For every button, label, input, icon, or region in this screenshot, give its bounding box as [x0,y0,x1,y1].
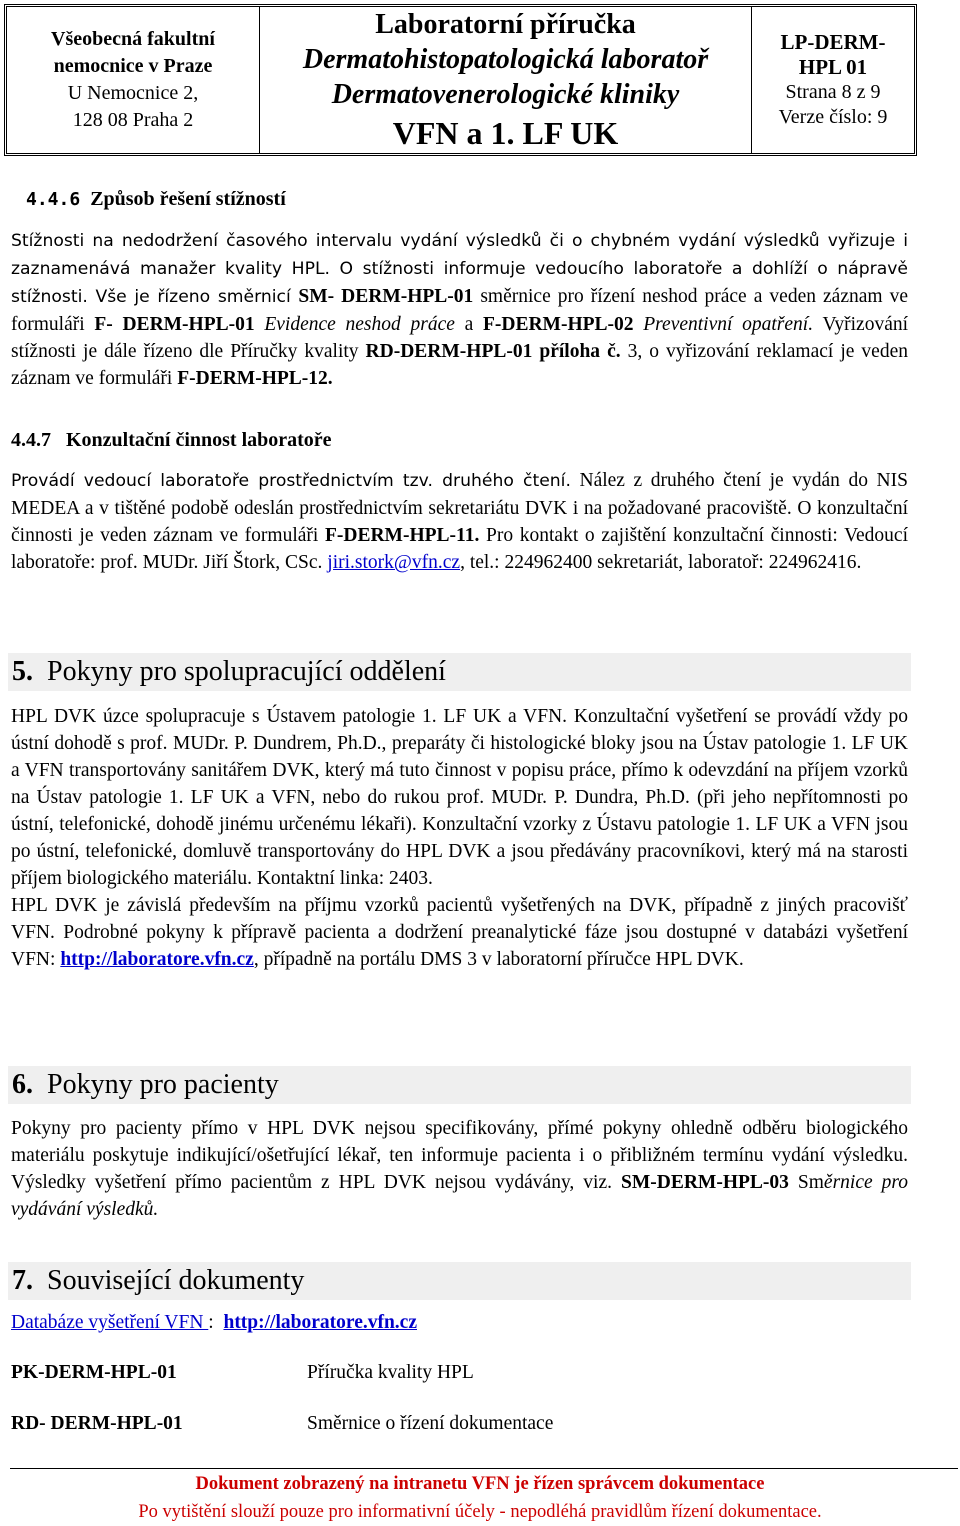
section-447-text-a: Provádí vedoucí laboratoře prostřednictvím tzv. druhého čtení. [11,471,571,491]
section-446-number: 4.4.6 [26,189,81,210]
section-447-number: 4.4.7 [11,429,51,451]
footer-notice-controlled: Dokument zobrazený na intranetu VFN je řízen správcem dokumentace [195,1474,765,1494]
section-447-text [11,467,908,576]
database-colon: : [208,1312,214,1333]
directive-name: ěrnice pro vydávání výsledků. [11,1172,909,1220]
header-title-line4: VFN a 1. LF UK [392,115,619,151]
doc-code-f-derm-hpl-02: F-DERM-HPL-02 [482,314,634,335]
section-446-text-a: Stížnosti na nedodržení časového intervalu vydání výsledků či o chybném vydání výsledků vyřizuje i zaznamenává manažer kvality HPL. O stížnosti informuje vedoucího laboratoře a dohlíží o nápravě stížnosti. [11,231,908,307]
section-6-heading [8,1066,911,1104]
section-5-heading [8,653,911,691]
section-5-text [11,703,908,973]
section-5-paragraph-1: HPL DVK úzce spolupracuje s Ústavem patologie 1. LF UK a VFN. Konzultační vyšetření se provádí vždy po ústní dohodě s prof. MUDr. P. Dundrem, Ph.D., preparáty či histologické bloky jsou na Ústav patologie 1. LF UK a VFN transportovány sanitářem DVK, který má tuto činnost v popisu práce, přímo k odevzdání na příjem vzorků na Ústav patologie 1. LF UK a VFN, nebo do rukou prof. MUDr. P. Dundra, Ph.D. (při jeho nepřítomnosti po ústní, telefonické, dohodě jinému určenému lékaři). Konzultační vzorky z Ústavu patologie 1. LF UK a VFN jsou po ústní, telefonické, domluvě transportovány do HPL DVK a jsou předávány pracovníkovi, který má na starosti příjem biologického materiálu. Kontaktní linka: 2403. [11,706,908,889]
header-page-number: Strana 8 z 9 [785,81,881,103]
header-title-line2: Dermatohistopatologická laboratoř [302,44,709,75]
header-title [259,7,751,153]
doc-code-sm-derm-hpl-01: SM- DERM-HPL-01 [298,286,474,307]
section-447-text-d: , tel.: 224962400 sekretariát, laboratoř: 224962416. [460,552,862,573]
related-doc-name: Směrnice o řízení dokumentace [307,1413,554,1434]
section-447-heading [11,429,332,452]
section-446-text [11,227,908,392]
header-doc-code1: LP-DERM- [780,30,886,54]
section-446-title: Způsob řešení stížností [90,188,286,210]
header-address-street: U Nemocnice 2, [67,82,199,104]
related-doc-row [11,1362,474,1384]
doc-code-sm-derm-hpl-03: SM-DERM-HPL-03 [621,1172,789,1193]
related-doc-row [11,1413,553,1435]
section-5-text-2b: , případně na portálu DMS 3 v laboratorní příručce HPL DVK. [253,949,744,970]
section-446-text-d: a [454,314,483,335]
section-6-number: 6. [12,1069,33,1100]
doc-code-f-derm-hpl-01: F- DERM-HPL-01 [94,314,255,335]
header-address-city: 128 08 Praha 2 [72,109,194,131]
section-446-text-c: směrnice pro řízení neshod práce a veden záznam ve formuláři [11,286,908,335]
footer-notice-print: Po vytištění slouží pouze pro informativní účely - nepodléhá pravidlům řízení dokumentace. [138,1502,822,1522]
section-7-number: 7. [12,1265,33,1296]
section-6-title: Pokyny pro pacienty [47,1069,279,1100]
section-6-text-a: Pokyny pro pacienty přímo v HPL DVK nejsou specifikovány, přímé pokyny ohledně odběru biologického materiálu poskytuje indikující/ošetřující lékař, ten informuje pacienta i o přibližném termínu vydání výsledku. Výsledky vyšetření přímo pacientům z HPL DVK nejsou vydávány, viz. [11,1118,908,1193]
section-446-text-f: 3, o vyřizování reklamací je veden záznam ve formuláři [11,341,908,389]
header-title-line3: Dermatovenerologické kliniky [331,79,680,110]
section-5-paragraph-2 [11,892,908,973]
section-447-title: Konzultační činnost laboratoře [66,429,332,451]
section-7-heading [8,1262,911,1300]
header-title-line1: Laboratorní příručka [375,9,636,40]
section-6-text [11,1115,908,1223]
related-doc-code: RD- DERM-HPL-01 [11,1413,183,1434]
database-label-link[interactable]: Databáze vyšetření VFN [11,1312,209,1333]
header-institution [7,7,259,153]
header-doc-info [751,7,914,153]
contact-email-link[interactable]: jiri.stork@vfn.cz [327,552,461,573]
section-446-text-b: Vše je řízeno směrnicí [87,287,299,307]
header-institution-name: Všeobecná fakultní [51,28,215,50]
header-version: Verze číslo: 9 [778,106,888,128]
header-institution-city: nemocnice v Praze [53,55,213,77]
footer-divider [10,1468,958,1469]
section-5-number: 5. [12,656,33,687]
related-doc-name: Příručka kvality HPL [307,1362,474,1383]
form-name-preventive: Preventivní opatření. [633,314,814,335]
header-doc-code2: HPL 01 [798,55,868,79]
doc-code-f-derm-hpl-11: F-DERM-HPL-11. [324,525,480,546]
related-doc-code: PK-DERM-HPL-01 [11,1362,177,1383]
section-6-text-b: Sm [788,1172,824,1193]
doc-code-f-derm-hpl-12: F-DERM-HPL-12. [177,368,333,389]
section-447-text-b: Nález z druhého čtení je vydán do NIS MEDEA a v tištěné podobě odeslán prostřednictvím sekretariátu DVK i na požadované pracoviště. O konzultační činnosti je veden záznam ve formuláři [11,470,908,546]
form-name-evidence: Evidence neshod práce [254,314,455,335]
doc-code-rd-derm-hpl-01: RD-DERM-HPL-01 příloha č. [365,341,621,362]
document-header [4,4,917,156]
database-row [11,1312,417,1334]
section-7-title: Související dokumenty [47,1265,305,1296]
section-446-text-e: Vyřizování stížnosti je dále řízeno dle Příručky kvality [11,314,909,362]
section-5-title: Pokyny pro spolupracující oddělení [47,656,446,687]
section-5-text-2a: HPL DVK je závislá především na příjmu vzorků pacientů vyšetřených na DVK, případně z jiných pracovišť VFN. Podrobné pokyny k přípravě pacienta a dodržení preanalytické fáze jsou dostupné v databázi vyšetření VFN: [11,895,908,970]
section-447-text-c: Pro kontakt o zajištění konzultační činnosti: Vedoucí laboratoře: prof. MUDr. Jiří Štork, CSc. [11,525,909,573]
lab-database-link[interactable]: http://laboratore.vfn.cz [60,949,254,970]
database-url-link[interactable]: http://laboratore.vfn.cz [223,1312,417,1333]
section-446-heading [26,188,286,211]
